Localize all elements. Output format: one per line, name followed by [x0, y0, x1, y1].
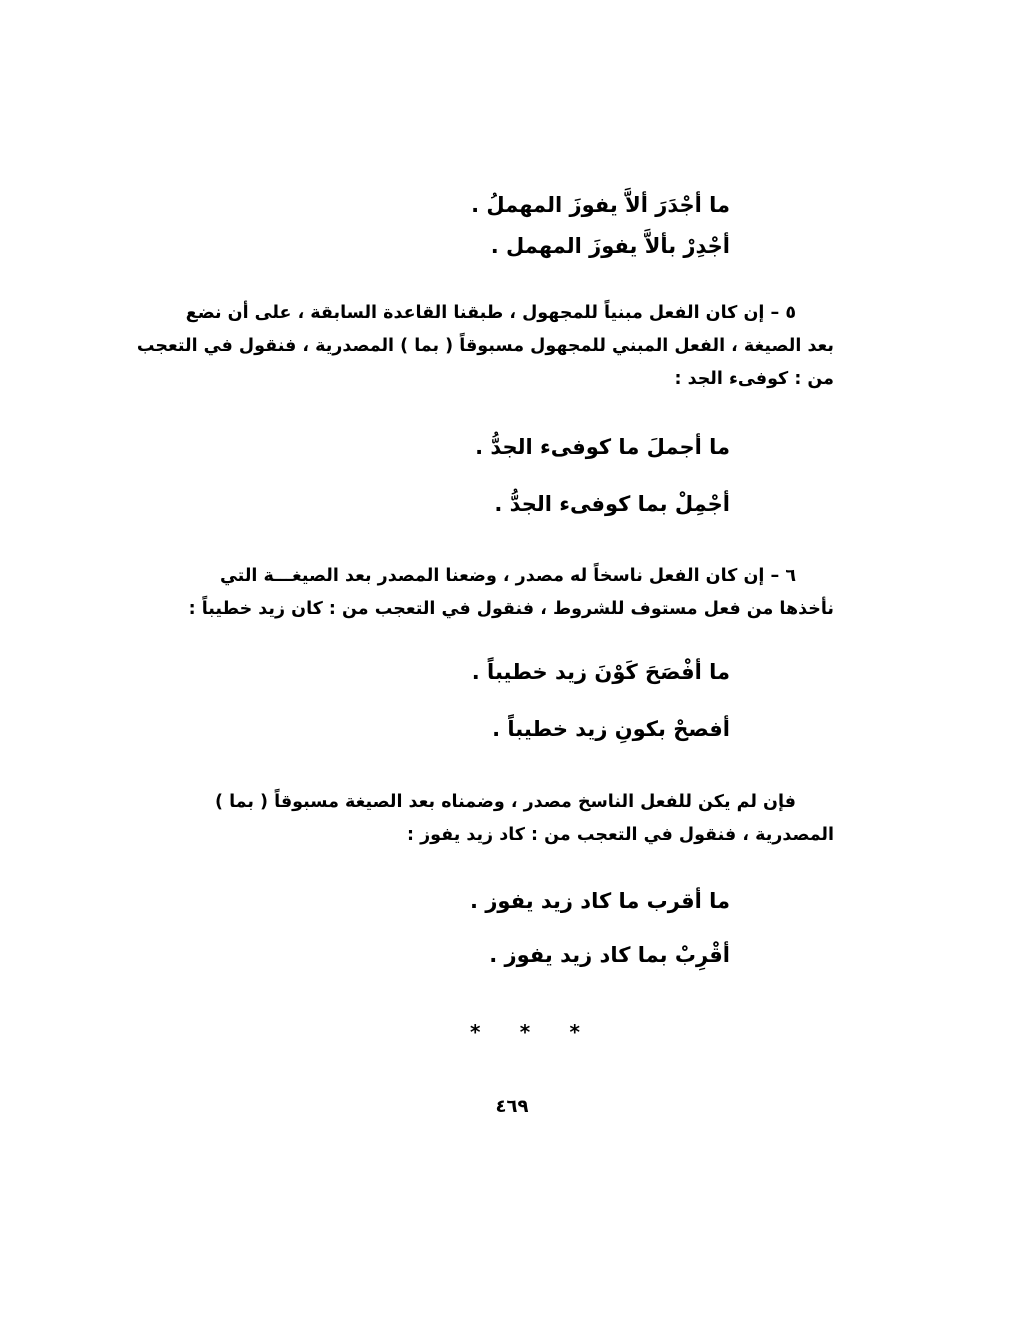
- paragraph-5: [136, 297, 834, 396]
- example-line: أفصحْ بكونِ زيد خطيباً .: [492, 717, 730, 741]
- example-line: ما أجملَ ما كوفىء الجدُّ .: [475, 435, 730, 459]
- star-icon: *: [569, 1020, 580, 1044]
- paragraph-line: من : كوفىء الجد :: [674, 369, 834, 389]
- paragraph-line: بعد الصيغة ، الفعل المبني للمجهول مسبوقاً ( بما ) المصدرية ، فنقول في التعجب: [136, 336, 834, 356]
- paragraph-line: ٦ – إن كان الفعل ناسخاً له مصدر ، وضعنا المصدر بعد الصيغـــة التي: [219, 566, 796, 586]
- paragraph-line: فإن لم يكن للفعل الناسخ مصدر ، وضمناه بعد الصيغة مسبوقاً ( بما ): [214, 792, 796, 812]
- example-line: أجْمِلْ بما كوفىء الجدُّ .: [494, 492, 730, 516]
- example-line: ما أجْدَرَ ألاَّ يفوزَ المهملُ .: [471, 193, 730, 217]
- paragraph-6: [188, 560, 834, 626]
- example-line: ما أفْصَحَ كَوْنَ زيد خطيباً .: [471, 660, 730, 684]
- star-icon: *: [519, 1020, 531, 1044]
- star-icon: *: [470, 1020, 481, 1044]
- paragraph-7: [212, 786, 834, 852]
- example-line: أقْرِبْ بما كاد زيد يفوز .: [489, 943, 730, 967]
- example-line: ما أقرب ما كاد زيد يفوز .: [470, 889, 730, 913]
- paragraph-line: نأخذها من فعل مستوف للشروط ، فنقول في التعجب من : كان زيد خطيباً :: [188, 599, 834, 619]
- paragraph-line: ٥ – إن كان الفعل مبنياً للمجهول ، طبقنا القاعدة السابقة ، على أن نضع: [185, 303, 796, 323]
- example-line: أجْدِرْ بألاَّ يفوزَ المهمل .: [490, 234, 730, 258]
- page-number: ٤٦٩: [495, 1096, 529, 1117]
- paragraph-line: المصدرية ، فنقول في التعجب من : كاد زيد يفوز :: [406, 825, 834, 845]
- section-separator: [470, 1020, 580, 1044]
